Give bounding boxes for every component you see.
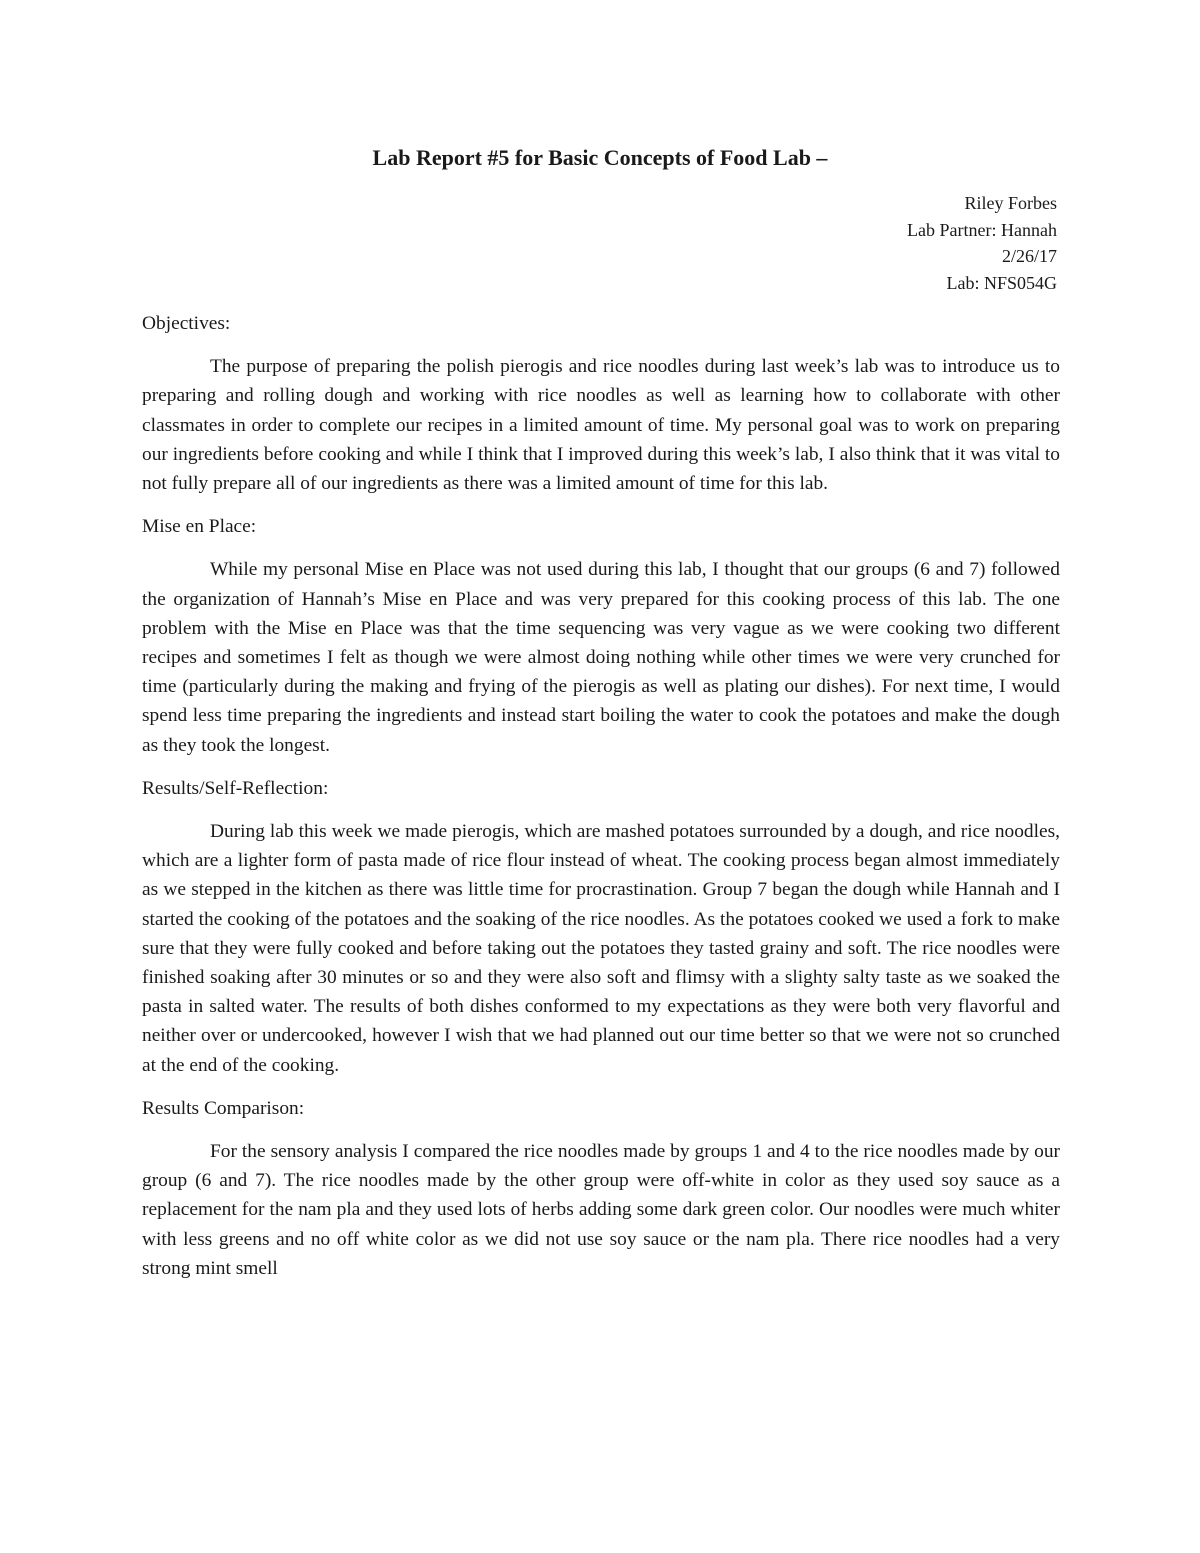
section-objectives — [142, 309, 1060, 512]
section-heading: Mise en Place: — [142, 516, 257, 538]
section-heading: Objectives: — [142, 313, 231, 334]
section-heading: Results Comparison: — [142, 1097, 305, 1119]
section-mise-en-place — [142, 512, 1060, 774]
section-paragraph: While my personal Mise en Place was not used during this lab, I thought that our groups (6 and 7) followed the organization of Hannah’s Mise en Place and was very prepared for this cooking process of this lab. The one problem with the Mise en Place was that the time sequencing was very vague as we were cooking two different recipes and sometimes I felt as though we were almost doing nothing while other times we were very crunched for time (particularly during the making and frying of the pierogis as well as plating our dishes). For next time, I would spend less time preparing the ingredients and instead start boiling the water to cook the potatoes and make the dough as they took the longest. — [142, 559, 1060, 756]
lab-partner: Lab Partner: Hannah — [907, 219, 1057, 240]
section-heading: Results/Self-Reflection: — [142, 777, 329, 799]
lab-code: Lab: NFS054G — [946, 272, 1057, 293]
section-results-self-reflection — [142, 774, 1060, 1094]
author-name: Riley Forbes — [964, 193, 1057, 213]
section-paragraph: For the sensory analysis I compared the rice noodles made by groups 1 and 4 to the rice noodles made by our group (6 and 7). The rice noodles made by the other group were off-white in color as they used soy sauce as a replacement for the nam pla and they used lots of herbs adding some dark green color. Our noodles were much whiter with less greens and no off white color as we did not use soy sauce or the nam pla. There rice noodles had a very strong mint smell — [142, 1141, 1060, 1279]
section-paragraph: During lab this week we made pierogis, which are mashed potatoes surrounded by a dough, and rice noodles, which are a lighter form of pasta made of rice flour instead of wheat. The cooking process began almost immediately as we stepped in the kitchen as there was little time for procrastination. Group 7 began the dough while Hannah and I started the cooking of the potatoes and the soaking of the rice noodles. As the potatoes cooked we used a fork to make sure that they were fully cooked and before taking out the potatoes they tasted grainy and soft. The rice noodles were finished soaking after 30 minutes or so and they were also soft and flimsy with a slighty salty taste as we soaked the pasta in salted water. The results of both dishes conformed to my expectations as they were both very flavorful and neither over or undercooked, however I wish that we had planned out our time better so that we were not so crunched at the end of the cooking. — [142, 821, 1060, 1076]
page-title: Lab Report #5 for Basic Concepts of Food Lab – — [372, 145, 828, 170]
section-results-comparison — [142, 1094, 1060, 1283]
author-info-block — [907, 190, 1057, 296]
report-date: 2/26/17 — [1001, 246, 1057, 266]
section-paragraph: The purpose of preparing the polish pierogis and rice noodles during last week’s lab was to introduce us to preparing and rolling dough and working with rice noodles as well as learning how to collaborate with other classmates in order to complete our recipes in a limited amount of time. My personal goal was to work on preparing our ingredients before cooking and while I think that I improved during this week’s lab, I also think that it was vital to not fully prepare all of our ingredients as there was a limited amount of time for this lab. — [142, 356, 1060, 495]
report-body — [142, 309, 1060, 1283]
